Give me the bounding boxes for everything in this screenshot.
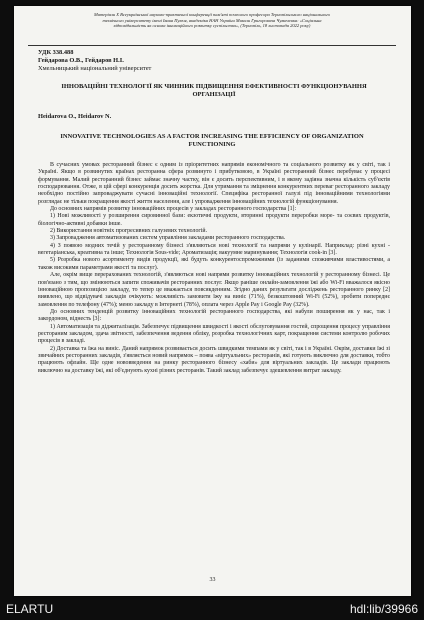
- document-page: [14, 6, 411, 596]
- conference-header: [28, 12, 396, 46]
- paragraph: 3) Запровадження автоматизованих систем управління закладами ресторанного господарства.: [50, 235, 286, 242]
- header-line-1: Матеріали X Всеукраїнської науково-практичної конференції пам'яті почесного професора Тернопільського національного: [94, 12, 330, 17]
- paragraph: До основних тенденцій розвитку інноваційних технологій ресторанного господарства, які набули поширення як у нас, так і закордоном, віднесть [3]:: [38, 308, 390, 323]
- authors-ua: Гейдарова О.В., Гейдаров Н.І.: [38, 57, 124, 64]
- page-number: 33: [209, 577, 216, 583]
- udc-code: УДК 338.488: [38, 49, 74, 56]
- affiliation: Хмельницький національний університет: [38, 65, 152, 72]
- header-line-3: відповідальність як основа інноваційного розвитку суспільства», (Тернопіль, 18 листопада 2022 року): [113, 23, 311, 29]
- paragraph: 5) Розробка нового асортименту видів продукції, які будуть конкурентоспроможними (із заданими споживчими властивостями, а також високими параметрами якості та послуг).: [38, 257, 390, 271]
- paragraph: В сучасних умовах ресторанний бізнес є одним із пріоритетних напрямів економічного та соціального розвитку як у світі, так і Україні. Якщо в розвинутих країнах ресторанна сфера розвинуто і прибутковою, в Україні ресторанний бізнес перебуває у процесі формування. Малий ресторанний бізнес займає значну частку, він є досить перспективним, і в якому задіяна значна кількість суб'єктів господарювання. Отже, в цій сфері конкуренція досить жорстка. Для утримання та зміцнення конкурентних переваг ресторанного закладу необхідно постійно запроваджувати сучасні інноваційні технології. Специфіка ресторанної галузі під інноваційними технологіями розглядає не тільки покращення якості життя населення, але і упровадження інноваційних технологій функціонування.: [38, 162, 390, 205]
- article-body: [38, 162, 390, 375]
- authors-en: Heidarova O., Heidarov N.: [38, 113, 112, 120]
- title-en: INNOVATIVE TECHNOLOGIES AS A FACTOR INCREASING THE EFFICIENCY OF ORGANIZATION FUNCTIONING: [60, 133, 364, 148]
- paragraph: 4) З появою модних течій у ресторанному бізнесі з'являються нові технології та напрями у кулінарії. Наприклад: різні кухні - вегетаріанська, креативна та інше; Технологія Sous-vide; Ароматизація; вакуумне маринування; Технологія cook-in [3].: [38, 242, 390, 257]
- handle-id: hdl:lib/39966: [349, 602, 418, 616]
- repository-name: ELARTU: [6, 602, 54, 616]
- title-ua: ІННОВАЦІЙНІ ТЕХНОЛОГІЇ ЯК ЧИННИК ПІДВИЩЕННЯ ЕФЕКТИВНОСТІ ФУНКЦІОНУВАННЯ ОРГАНІЗАЦІЇ: [61, 83, 367, 98]
- paragraph: 1) Автоматизація та діджиталізація. Забезпечує підвищення швидкості і якості обслуговування гостей, спрощення процесу управління рестораним закладом, здача звітності, забезпечення ведення обліку, розробка технологічних карт, покращення системи контролю робочих процесів в закладі.: [38, 323, 390, 345]
- paragraph: 2) Використання новітніх прогресивних галузевих технологій.: [50, 228, 208, 235]
- header-line-2: технічного університету імені Івана Пулюя, академіка НАН України Миколи Григоровича Чумаченка: «Соціальна: [102, 17, 322, 23]
- paragraph: 1) Нові можливості у розширення сировинної бази: екзотичні продукти, вторинні продукти переробки море- та соєвих продуктів, біологічно-активні добавки інше.: [38, 213, 390, 227]
- paragraph: Але, окрім вище перерахованих технологій, з'являються нові напрями розвитку інноваційних технологій у ресторанному бізнесі. Це пов'язано з тим, що змінюються запити споживачів ресторанних послуг. Якщо раніше онлайн-замовлення їжі або Wi-Fi вважалося якісно інноваційною пропозицією закладу, то тепер це вважається повсякденним. Згідно даних результати досліджень ресторанного ринку [2] виявлено, що відвідувачі закладів очікують: можливість замовити їжу на виніс (71%), безкоштовний Wi-Fi (52%), зробити попереднє замовлення по телефону (47%); меню закладу в Інтернеті (78%), оплата через Apple Pay і Google Pay (32%).: [38, 272, 390, 308]
- viewer-footer: [0, 598, 424, 620]
- paragraph: До основних напрямів розвитку інноваційних процесів у закладах ресторанного господарства [1]:: [50, 206, 297, 213]
- paragraph: 2) Доставка та їжа на виніс. Даний напрямок розвивається досить швидкими темпами як у світі, так і в Україні. Окрім, доставки їжі зі звичайних ресторанних закладів, з'являється новий напрямок – поява «віртуальних» ресторанів, які готують виключно для доставки, тобто працюють офлайн. Ще одне нововведення на ринку ресторанного бізнесу «хаби» для віртуальних закладів. Це заклади працюють виключно на доставку їжі, які об'єднують кухні різних ресторанів. Такий заклад забезпечує здешевлення витрат закладу.: [38, 345, 390, 374]
